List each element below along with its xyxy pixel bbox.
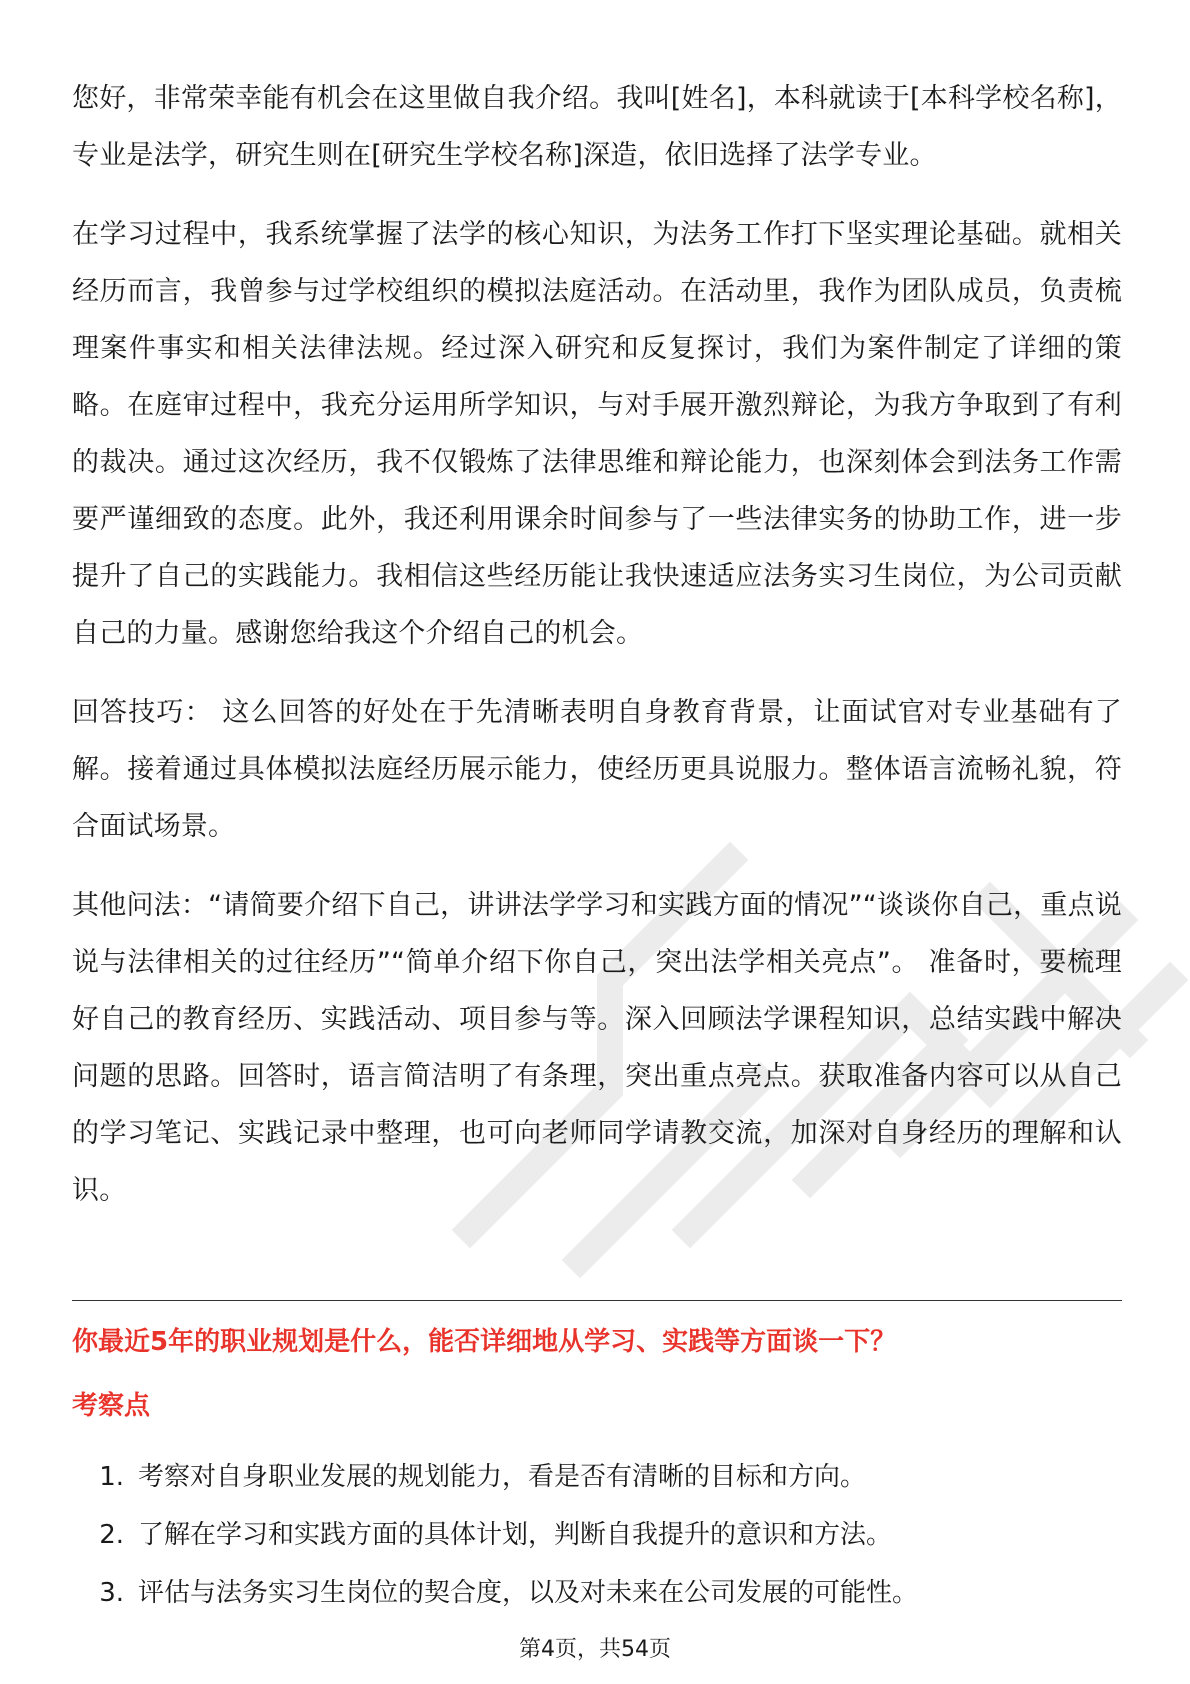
section-divider bbox=[72, 1300, 1122, 1301]
list-item-text: 评估与法务实习生岗位的契合度，以及对未来在公司发展的可能性。 bbox=[138, 1578, 919, 1608]
list-item-text: 了解在学习和实践方面的具体计划，判断自我提升的意识和方法。 bbox=[138, 1520, 893, 1550]
list-item bbox=[72, 1448, 1122, 1506]
list-item-number: 1. bbox=[99, 1462, 124, 1492]
experience-paragraph: 在学习过程中，我系统掌握了法学的核心知识，为法务工作打下坚实理论基础。就相关经历而言，我曾参与过学校组织的模拟法庭活动。在活动里，我作为团队成员，负责梳理案件事实和相关法律法规。经过深入研究和反复探讨，我们为案件制定了详细的策略。在庭审过程中，我充分运用所学知识，与对手展开激烈辩论，为我方争取到了有利的裁决。通过这次经历，我不仅锻炼了法律思维和辩论能力，也深刻体会到法务工作需要严谨细致的态度。此外，我还利用课余时间参与了一些法律实务的协助工作，进一步提升了自己的实践能力。我相信这些经历能让我快速适应法务实习生岗位，为公司贡献自己的力量。感谢您给我这个介绍自己的机会。 bbox=[72, 219, 1122, 649]
question-heading: 你最近5年的职业规划是什么，能否详细地从学习、实践等方面谈一下？ bbox=[72, 1327, 897, 1357]
list-item-text: 考察对自身职业发展的规划能力，看是否有清晰的目标和方向。 bbox=[138, 1462, 867, 1492]
other-questions-paragraph: 其他问法：“请简要介绍下自己，讲讲法学学习和实践方面的情况”“谈谈你自己，重点说说与法律相关的过往经历”“简单介绍下你自己，突出法学相关亮点”。 准备时，要梳理好自己的教育经历、实践活动、项目参与等。深入回顾法学课程知识，总结实践中解决问题的思路。回答时，语言简洁明了有条理，突出重点亮点。获取准备内容可以从自己的学习笔记、实践记录中整理，也可向老师同学请教交流，加深对自身经历的理解和认识。 bbox=[72, 890, 1122, 1206]
list-item bbox=[72, 1564, 1122, 1622]
list-item-number: 3. bbox=[99, 1578, 124, 1608]
list-item-number: 2. bbox=[99, 1520, 124, 1550]
list-item bbox=[72, 1506, 1122, 1564]
assessment-points-title: 考察点 bbox=[72, 1391, 151, 1421]
document-body bbox=[72, 70, 1122, 1219]
assessment-points-list bbox=[72, 1448, 1122, 1622]
intro-paragraph: 您好，非常荣幸能有机会在这里做自我介绍。我叫[姓名]，本科就读于[本科学校名称]，专业是法学，研究生则在[研究生学校名称]深造，依旧选择了法学专业。 bbox=[72, 83, 1122, 171]
page-footer: 第4页，共54页 bbox=[519, 1637, 671, 1662]
answer-tips-paragraph: 回答技巧： 这么回答的好处在于先清晰表明自身教育背景，让面试官对专业基础有了解。接着通过具体模拟法庭经历展示能力，使经历更具说服力。整体语言流畅礼貌，符合面试场景。 bbox=[72, 697, 1122, 842]
